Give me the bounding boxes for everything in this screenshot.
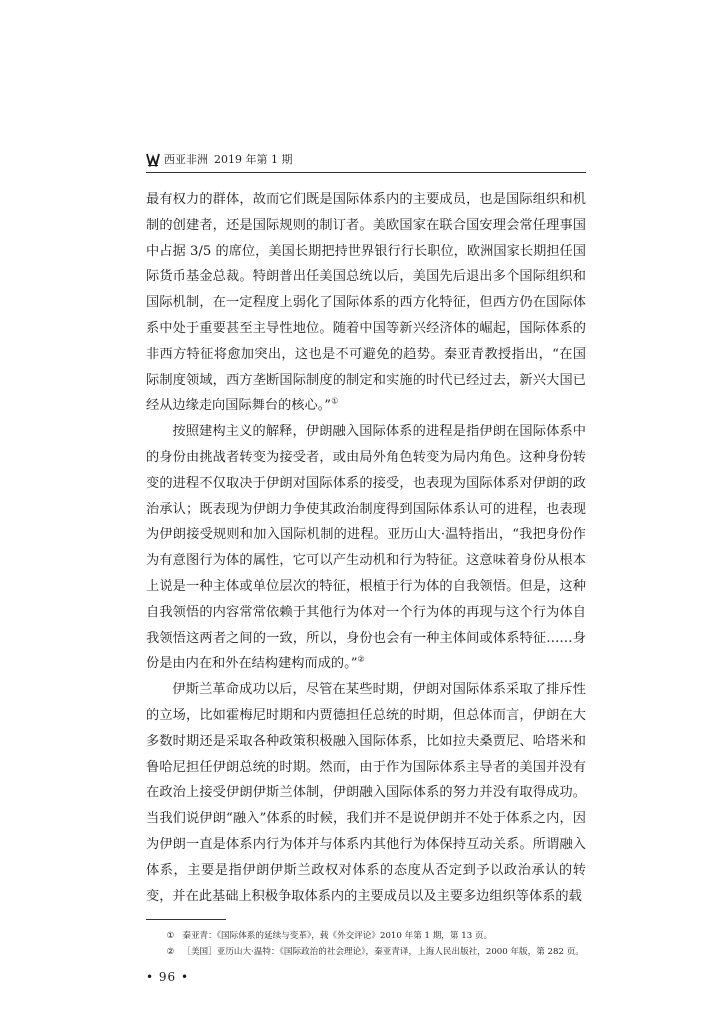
paragraph-3-text: 伊斯兰革命成功以后，尽管在某些时期，伊朗对国际体系采取了排斥性的立场，比如霍梅尼时期和内贾德担任总统的时期，但总体而言，伊朗在大多数时期还是采取各种政策积极融入国际体系，比如拉夫桑贾尼、哈塔米和鲁哈尼担任伊朗总统的时期。然而，由于作为国际体系主导者的美国并没有在政治上接受伊朗伊斯兰体制，伊朗融入国际体系的努力并没有取得成功。当我们说伊朗“融入”体系的时候，我们并不是说伊朗并不处于体系之内，因为伊朗一直是体系内行为体并与体系内其他行为体保持互动关系。所谓融入体系，主要是指伊朗伊斯兰政权对体系的态度从否定到予以政治承认的转变，并在此基础上积极争取体系内的主要成员以及主要多边组织等体系的载	[146, 682, 586, 904]
paragraph-1	[146, 187, 586, 419]
page	[146, 150, 586, 984]
header-rule	[146, 172, 586, 173]
footnote-1-text: 秦亚青：《国际体系的延续与变革》，载《外交评论》2010 年第 1 期，第 13 页。	[182, 931, 493, 942]
journal-logo-icon	[146, 151, 160, 167]
paragraph-2	[146, 419, 586, 677]
footnote-ref-1: ①	[331, 396, 339, 406]
footnote-2-mark: ②	[166, 947, 175, 958]
paragraph-1-text: 最有权力的群体，故而它们既是国际体系内的主要成员，也是国际组织和机制的创建者，还是国际规则的制订者。美欧国家在联合国安理会常任理事国中占据 3/5 的席位，美国长期把持世界银行行长职位，欧洲国家长期担任国际货币基金总裁。特朗普出任美国总统以后，美国先后退出多个国际组织和国际机制，在一定程度上弱化了国际体系的西方化特征，但西方仍在国际体系中处于重要甚至主导性地位。随着中国等新兴经济体的崛起，国际体系的非西方特征将愈加突出，这也是不可避免的趋势。秦亚青教授指出，“在国际制度领域，西方垄断国际制度的制定和实施的时代已经过去，新兴大国已经从边缘走向国际舞台的核心。”	[146, 192, 586, 414]
journal-name: 西亚非洲	[164, 153, 208, 166]
footnote-2	[146, 944, 586, 960]
running-head	[146, 150, 586, 168]
footnote-rule	[146, 919, 226, 920]
journal-issue: 2019 年第 1 期	[214, 153, 293, 166]
footnote-1	[146, 928, 586, 944]
page-number: • 96 •	[146, 970, 190, 985]
body-text	[146, 187, 586, 909]
paragraph-3	[146, 677, 586, 909]
footnotes	[146, 928, 586, 960]
footnote-1-mark: ①	[166, 931, 175, 942]
footnote-2-text: ［美国］亚历山大·温特：《国际政治的社会理论》，秦亚青译，上海人民出版社，2000 年版，第 282 页。	[182, 947, 584, 958]
footnote-ref-2: ②	[357, 654, 365, 664]
paragraph-2-text: 按照建构主义的解释，伊朗融入国际体系的进程是指伊朗在国际体系中的身份由挑战者转变为接受者，或由局外角色转变为局内角色。这种身份转变的进程不仅取决于伊朗对国际体系的接受，也表现为国际体系对伊朗的政治承认；既表现为伊朗力争使其政治制度得到国际体系认可的进程，也表现为伊朗接受规则和加入国际机制的进程。亚历山大·温特指出，“我把身份作为有意图行为体的属性，它可以产生动机和行为特征。这意味着身份从根本上说是一种主体或单位层次的特征，根植于行为体的自我领悟。但是，这种自我领悟的内容常常依赖于其他行为体对一个行为体的再现与这个行为体自我领悟这两者之间的一致，所以，身份也会有一种主体间或体系特征……身份是由内在和外在结构建构而成的。”	[146, 424, 586, 672]
